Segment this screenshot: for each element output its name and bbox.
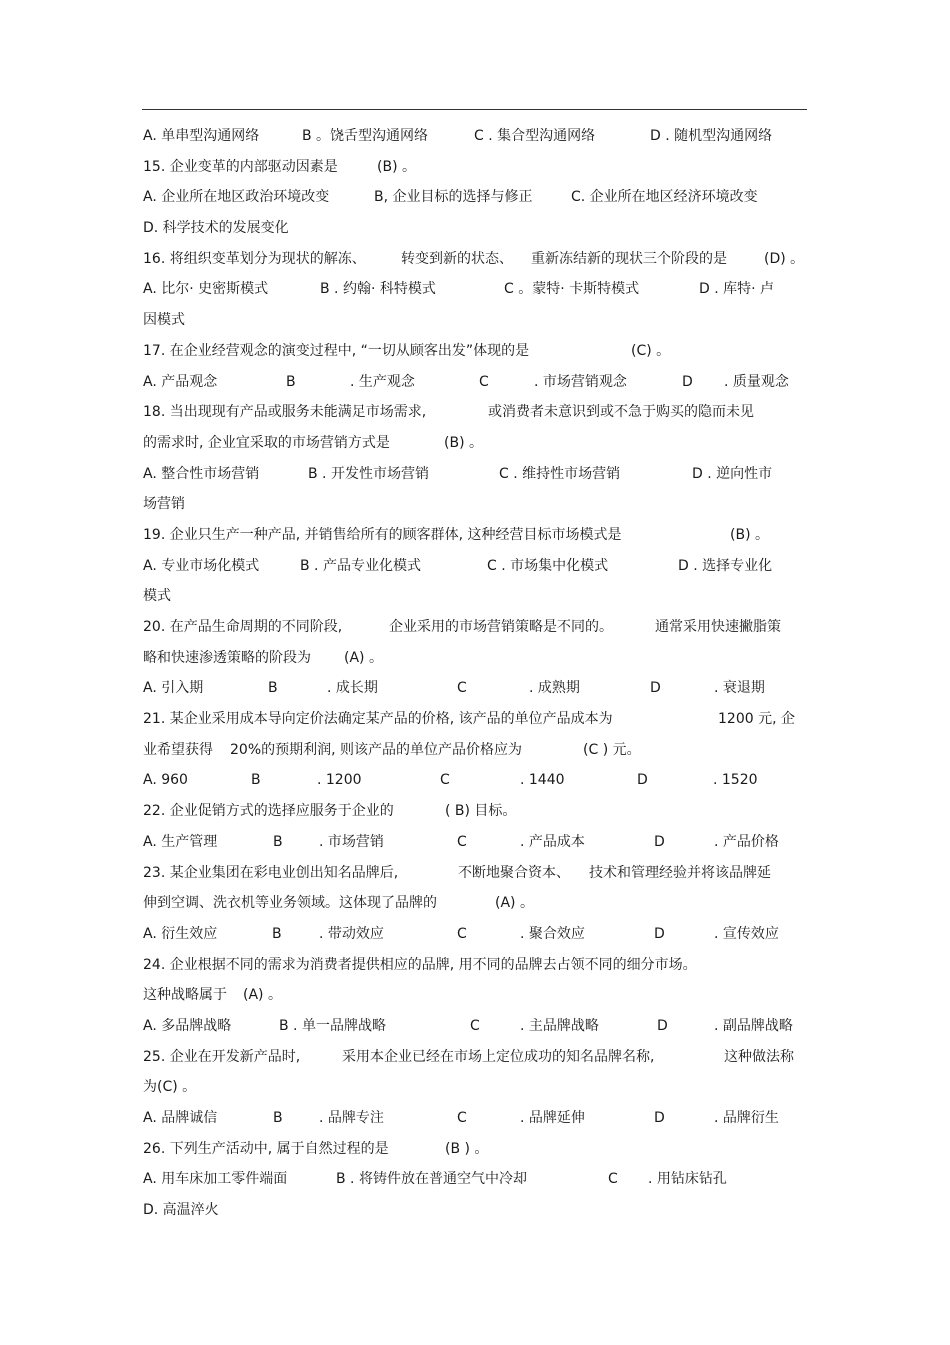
q25-options (143, 1103, 808, 1134)
question-text: 21. 某企业采用成本导向定价法确定某产品的价格, 该产品的单位产品成本为 (143, 711, 613, 728)
option-b: . 1200 (317, 772, 362, 789)
option-d: D. 科学技术的发展变化 (143, 220, 289, 237)
question-text: 20. 在产品生命周期的不同阶段, (143, 619, 343, 635)
option-d-cont: 场营销 (143, 496, 185, 513)
option-a: A. 产品观念 (143, 373, 218, 390)
q16-options (143, 274, 808, 305)
question-18-cont (143, 428, 808, 459)
option-b: B . 单一品牌战略 (279, 1017, 386, 1034)
option-c-letter: C (457, 1110, 467, 1126)
q20-options (143, 673, 808, 704)
option-b-letter: B (272, 925, 282, 942)
option-b: . 生产观念 (350, 373, 415, 390)
question-21-cont (143, 735, 808, 766)
answer: (B ) 。 (445, 1140, 489, 1157)
option-c-letter: C (457, 925, 467, 942)
option-b: . 成长期 (327, 680, 378, 697)
question-text-2: 采用本企业已经在市场上定位成功的知名品牌名称, (342, 1048, 655, 1065)
question-23 (143, 858, 808, 889)
question-text: 25. 企业在开发新产品时, (143, 1048, 301, 1065)
question-text-2: 或消费者未意识到或不急于购买的隐而未见 (488, 404, 754, 421)
answer: 为(C) 。 (143, 1079, 197, 1096)
q23-options (143, 919, 808, 950)
option-d: D . 随机型沟通网络 (650, 128, 773, 144)
option-d: D . 选择专业化 (678, 557, 773, 574)
option-c: . 1440 (520, 772, 565, 789)
option-d-letter: D (637, 772, 648, 789)
answer: (D) 。 (764, 250, 805, 267)
option-d-cont: 模式 (143, 588, 171, 605)
question-text-3: 通常采用快速撇脂策 (655, 619, 781, 635)
option-c: . 市场营销观念 (534, 373, 627, 390)
option-b: B, 企业目标的选择与修正 (374, 189, 533, 206)
top-rule (142, 109, 807, 110)
answer: (C) 。 (631, 342, 671, 359)
option-d: . 品牌衍生 (714, 1110, 779, 1126)
option-a: A. 企业所在地区政治环境改变 (143, 189, 330, 206)
question-text-4: 20%的预期利润, 则该产品的单位产品价格应为 (230, 741, 523, 758)
question-20 (143, 612, 808, 643)
option-d-letter: D (654, 925, 665, 942)
q26-options-cont (143, 1195, 808, 1226)
question-25 (143, 1042, 808, 1073)
q17-options (143, 367, 808, 398)
option-c-letter: C (608, 1171, 618, 1188)
option-d: D . 逆向性市 (692, 465, 773, 482)
option-d-letter: D (650, 680, 661, 697)
option-d: . 1520 (713, 772, 758, 789)
option-d: . 衰退期 (714, 680, 765, 697)
option-b: . 带动效应 (319, 925, 384, 942)
option-d-cont: 因模式 (143, 312, 185, 329)
question-text: 22. 企业促销方式的选择应服务于企业的 (143, 803, 394, 820)
question-text: 19. 企业只生产一种产品, 并销售给所有的顾客群体, 这种经营目标市场模式是 (143, 526, 622, 543)
option-c: C. 企业所在地区经济环境改变 (571, 189, 758, 206)
question-text: 17. 在企业经营观念的演变过程中, “一切从顾客出发”体现的是 (143, 342, 530, 359)
option-b-letter: B (251, 772, 261, 789)
question-text-2: 转变到新的状态、 (401, 250, 513, 267)
answer: (B) 。 (444, 434, 483, 451)
option-d-letter: D (654, 833, 665, 850)
option-b: B . 产品专业化模式 (300, 557, 421, 574)
option-c: C . 维持性市场营销 (499, 465, 621, 482)
answer: (B) 。 (377, 158, 416, 175)
option-b: B . 将铸件放在普通空气中冷却 (336, 1171, 527, 1188)
question-text-3: 技术和管理经验并将该品牌延 (589, 864, 771, 881)
option-b-letter: B (273, 1110, 283, 1126)
question-15 (143, 152, 808, 183)
option-c: . 聚合效应 (520, 925, 585, 942)
question-text: 15. 企业变革的内部驱动因素是 (143, 158, 338, 175)
question-text-4: 伸到空调、洗衣机等业务领域。这体现了品牌的 (143, 895, 437, 912)
question-text: 24. 企业根据不同的需求为消费者提供相应的品牌, 用不同的品牌去占领不同的细分市场。 (143, 956, 697, 973)
option-a: A. 整合性市场营销 (143, 465, 260, 482)
option-d-letter: D (682, 373, 693, 390)
option-c: . 用钻床钻孔 (648, 1171, 727, 1188)
question-text-3: 的需求时, 企业宜采取的市场营销方式是 (143, 434, 390, 451)
option-d-letter: D (654, 1110, 665, 1126)
option-a: A. 用车床加工零件端面 (143, 1171, 288, 1188)
option-c: C 。蒙特· 卡斯特模式 (504, 281, 640, 298)
option-c: . 产品成本 (520, 833, 585, 850)
option-d: . 产品价格 (714, 833, 779, 850)
option-c: . 品牌延伸 (520, 1110, 585, 1126)
question-text-2: 不断地聚合资本、 (458, 864, 570, 881)
option-c-letter: C (470, 1017, 480, 1034)
option-a: A. 衍生效应 (143, 925, 218, 942)
answer: (A) 。 (243, 987, 282, 1004)
option-c: C . 市场集中化模式 (487, 557, 609, 574)
option-c-letter: C (457, 833, 467, 850)
option-b: . 市场营销 (319, 833, 384, 850)
option-c-letter: C (440, 772, 450, 789)
answer: (A) 。 (495, 895, 534, 912)
question-text-2: 企业采用的市场营销策略是不同的。 (389, 619, 613, 635)
question-text-2: 这种战略属于 (143, 987, 227, 1004)
question-16 (143, 244, 808, 275)
document-body (143, 121, 808, 1226)
option-b-letter: B (273, 833, 283, 850)
q19-options (143, 551, 808, 582)
option-c-letter: C (457, 680, 467, 697)
q19-options-cont (143, 581, 808, 612)
answer: (A) 。 (344, 649, 383, 666)
option-a: A. 引入期 (143, 680, 204, 697)
q16-options-cont (143, 305, 808, 336)
option-a: A. 比尔· 史密斯模式 (143, 281, 269, 298)
question-21 (143, 704, 808, 735)
option-d: . 宣传效应 (714, 925, 779, 942)
q22-options (143, 827, 808, 858)
question-17 (143, 336, 808, 367)
option-d: D. 高温淬火 (143, 1202, 219, 1219)
question-26 (143, 1134, 808, 1165)
q26-options (143, 1164, 808, 1195)
option-b: B . 约翰· 科特模式 (320, 281, 436, 298)
q14-options (143, 121, 808, 152)
question-22 (143, 796, 808, 827)
option-b: B 。饶舌型沟通网络 (302, 128, 429, 144)
option-a: A. 专业市场化模式 (143, 557, 260, 574)
answer: (C ) 元。 (583, 741, 641, 758)
question-text: 26. 下列生产活动中, 属于自然过程的是 (143, 1140, 389, 1157)
option-a: A. 960 (143, 772, 188, 789)
question-text-4: 略和快速渗透策略的阶段为 (143, 649, 311, 666)
question-text: 18. 当出现现有产品或服务未能满足市场需求, (143, 404, 427, 421)
option-d: . 质量观念 (724, 373, 789, 390)
option-b: B . 开发性市场营销 (308, 465, 429, 482)
q15-options-cont (143, 213, 808, 244)
q18-options-cont (143, 489, 808, 520)
question-text: 23. 某企业集团在彩电业创出知名品牌后, (143, 864, 399, 881)
question-18 (143, 397, 808, 428)
option-b-letter: B (286, 373, 296, 390)
question-19 (143, 520, 808, 551)
question-text-3: 重新冻结新的现状三个阶段的是 (531, 250, 727, 267)
question-text-3: 这种做法称 (724, 1048, 794, 1065)
option-b-letter: B (268, 680, 278, 697)
option-d: . 副品牌战略 (714, 1017, 793, 1034)
option-a: A. 多品牌战略 (143, 1017, 232, 1034)
question-24 (143, 950, 808, 981)
question-text: 16. 将组织变革划分为现状的解冻、 (143, 250, 366, 267)
option-a: A. 单串型沟通网络 (143, 128, 260, 144)
option-c-letter: C (479, 373, 489, 390)
option-b: . 品牌专注 (319, 1110, 384, 1126)
question-20-cont (143, 643, 808, 674)
q15-options (143, 182, 808, 213)
option-c: . 成熟期 (529, 680, 580, 697)
question-24-cont (143, 980, 808, 1011)
option-c: . 主品牌战略 (520, 1017, 599, 1034)
q24-options (143, 1011, 808, 1042)
option-a: A. 品牌诚信 (143, 1110, 218, 1126)
option-a: A. 生产管理 (143, 833, 218, 850)
answer: (B) 。 (730, 526, 769, 543)
question-25-cont (143, 1072, 808, 1103)
option-d-letter: D (657, 1017, 668, 1034)
question-text-3: 业希望获得 (143, 741, 213, 758)
answer: ( B) 目标。 (445, 803, 517, 820)
option-c: C . 集合型沟通网络 (474, 128, 596, 144)
q18-options (143, 459, 808, 490)
q21-options (143, 765, 808, 796)
question-23-cont (143, 888, 808, 919)
question-text-2: 1200 元, 企 (718, 711, 795, 728)
option-d: D . 库特· 卢 (699, 281, 775, 298)
